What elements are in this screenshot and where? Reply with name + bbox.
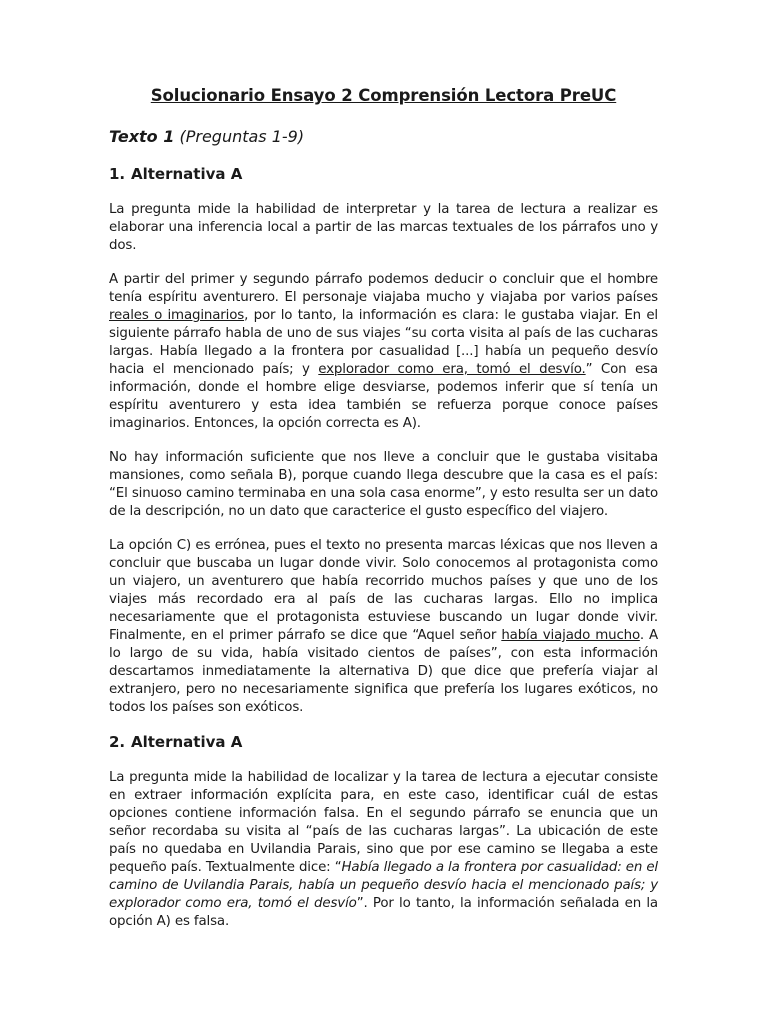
question-answer-label: Alternativa A: [131, 733, 243, 751]
text-section-heading: [109, 127, 658, 146]
q1-p2-underline-2: explorador como era, tomó el desvío.: [318, 362, 586, 377]
text-questions-range: (Preguntas 1-9): [179, 127, 305, 146]
q2-p1-italic-quote: Había llegado a la frontera por casualidad: en el camino de Uvilandia Parais, había un pequeño desvío hacia el mencionado país; y explorador como era, tomó el desvío: [109, 860, 658, 911]
q1-p2-text-1: A partir del primer y segundo párrafo podemos deducir o concluir que el hombre tenía espíritu aventurero. El personaje viajaba mucho y viajaba por varios países: [109, 272, 658, 305]
question-answer-label: Alternativa A: [131, 165, 243, 183]
question-number: 2.: [109, 733, 126, 751]
q1-paragraph-2: [109, 271, 658, 433]
q1-paragraph-4: [109, 537, 658, 717]
document-title: Solucionario Ensayo 2 Comprensión Lectora PreUC: [150, 86, 617, 105]
q2-p1-text-2: ”. Por lo tanto, la información señalada en la opción A) es falsa.: [109, 896, 658, 929]
q1-p2-text-3: ” Con esa información, donde el hombre elige desviarse, podemos inferir que sí tenía un espíritu aventurero y esta idea también se refuerza porque conoce países imaginarios. Entonces, la opción correcta es A).: [109, 362, 658, 431]
q1-paragraph-1: La pregunta mide la habilidad de interpretar y la tarea de lectura a realizar es elaborar una inferencia local a partir de las marcas textuales de los párrafos uno y dos.: [109, 202, 658, 253]
question-2-heading: [109, 733, 658, 751]
q1-p4-text-2: . A lo largo de su vida, había visitado cientos de países”, con esta información descartamos inmediatamente la alternativa D) que dice que prefería viajar al extranjero, pero no necesariamente significa que prefería los lugares exóticos, no todos los países son exóticos.: [109, 628, 658, 715]
q1-paragraph-3: No hay información suficiente que nos lleve a concluir que le gustaba visitaba mansiones, como señala B), porque cuando llega descubre que la casa es el país: “El sinuoso camino terminaba en una sola casa enorme”, y esto resulta ser un dato de la descripción, no un dato que caracterice el gusto específico del viajero.: [109, 450, 658, 519]
q1-p4-underline-1: había viajado mucho: [501, 628, 640, 643]
q2-p1-text-1: La pregunta mide la habilidad de localizar y la tarea de lectura a ejecutar consiste en extraer información explícita para, en este caso, identificar cuál de estas opciones contiene información falsa. En el segundo párrafo se enuncia que un señor recordaba su visita al “país de las cucharas largas”. La ubicación de este país no quedaba en Uvilandia Parais, sino que por ese camino se llegaba a este pequeño país. Textualmente dice: “: [109, 770, 658, 875]
document-page: [109, 86, 658, 947]
question-1-heading: [109, 165, 658, 183]
q1-p4-text-1: La opción C) es errónea, pues el texto no presenta marcas léxicas que nos lleven a concluir que buscaba un lugar donde vivir. Solo conocemos al protagonista como un viajero, un aventurero que había recorrido muchos países y que uno de los viajes más recordado era al país de las cucharas largas. Ello no implica necesariamente que el protagonista estuviese buscando un lugar donde vivir. Finalmente, en el primer párrafo se dice que “Aquel señor: [109, 538, 658, 643]
q1-p2-text-2: , por lo tanto, la información es clara: le gustaba viajar. En el siguiente párrafo habla de uno de sus viajes “su corta visita al país de las cucharas largas. Había llegado a la frontera por casualidad [...] había un pequeño desvío hacia el mencionado país; y: [109, 308, 658, 377]
text-label: Texto 1: [109, 127, 175, 146]
question-number: 1.: [109, 165, 126, 183]
q1-p2-underline-1: reales o imaginarios: [109, 308, 245, 323]
q2-paragraph-1: [109, 769, 658, 931]
